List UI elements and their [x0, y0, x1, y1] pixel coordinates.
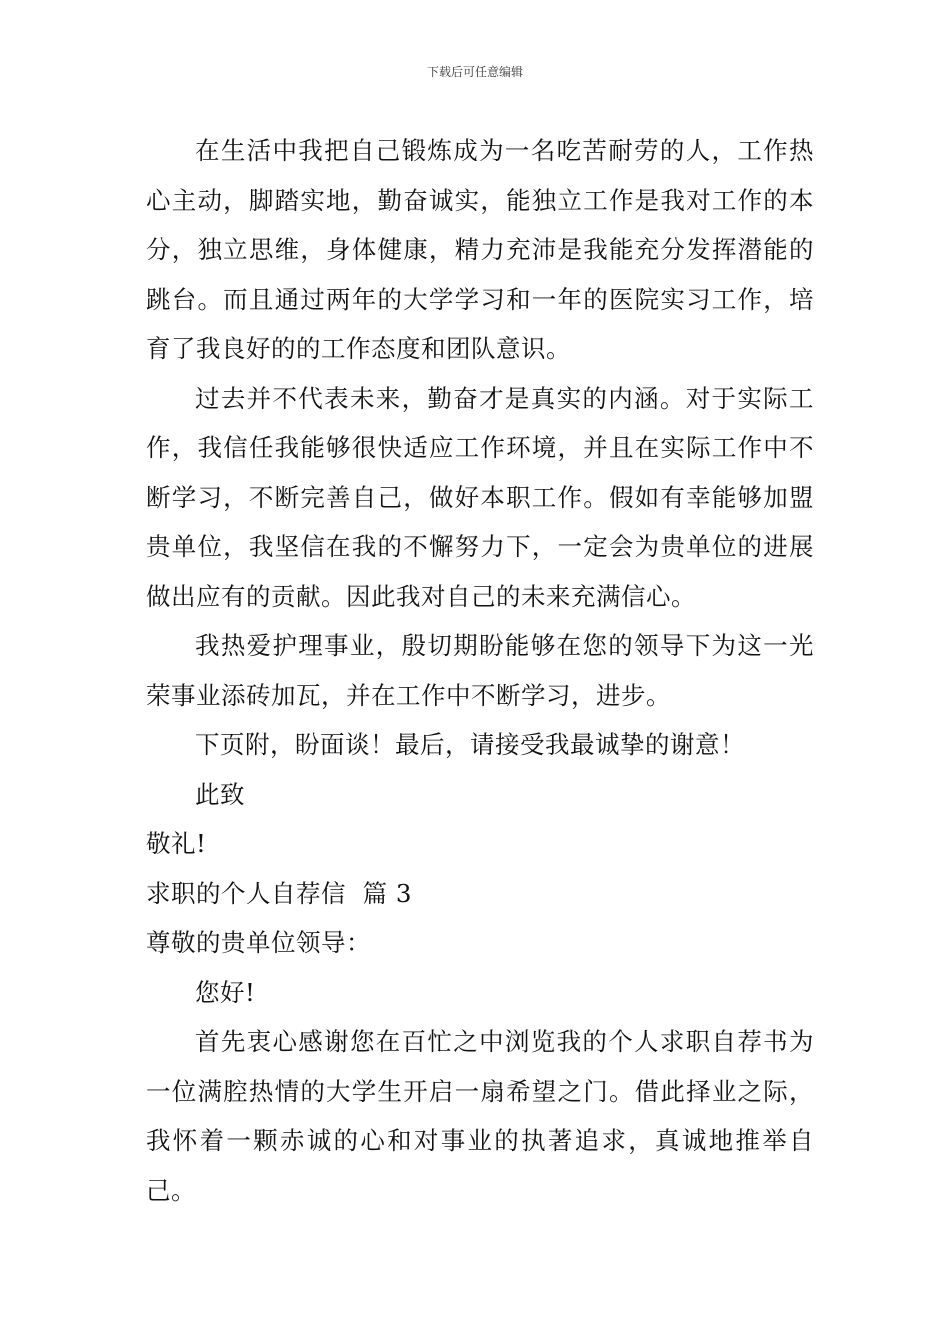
salute: 敬礼! — [146, 829, 207, 858]
paragraph-introduction: 首先衷心感谢您在百忙之中浏览我的个人求职自荐书为一位满腔热情的大学生开启一扇希望之门。借此择业之际，我怀着一颗赤诚的心和对事业的执著追求，真诚地推举自己。 — [146, 1027, 814, 1205]
closing-phrase: 此致 — [195, 779, 245, 809]
greeting: 您好! — [195, 977, 256, 1007]
paragraph-interview-thanks: 下页附，盼面谈！最后，请接受我最诚挚的谢意！ — [195, 730, 745, 759]
document-body — [146, 126, 814, 1215]
paragraph-future-confidence: 过去并不代表未来，勤奋才是真实的内涵。对于实际工作，我信任我能够很快适应工作环境，并且在实际工作中不断学习，不断完善自己，做好本职工作。假如有幸能够加盟贵单位，我坚信在我的不懈努力下，一定会为贵单位的进展做出应有的贡献。因此我对自己的未来充满信心。 — [146, 383, 814, 611]
section-title: 求职的个人自荐信 篇 3 — [146, 878, 412, 908]
paragraph-life-attitude: 在生活中我把自己锻炼成为一名吃苦耐劳的人，工作热心主动，脚踏实地，勤奋诚实，能独立工作是我对工作的本分，独立思维，身体健康，精力充沛是我能充分发挥潜能的跳台。而且通过两年的大学学习和一年的医院实习工作，培育了我良好的的工作态度和团队意识。 — [146, 136, 814, 363]
addressee: 尊敬的贵单位领导： — [146, 928, 371, 957]
page-header-note: 下载后可任意编辑 — [426, 65, 523, 79]
paragraph-nursing-career: 我热爱护理事业，殷切期盼能够在您的领导下为这一光荣事业添砖加瓦，并在工作中不断学习，进步。 — [146, 631, 814, 710]
